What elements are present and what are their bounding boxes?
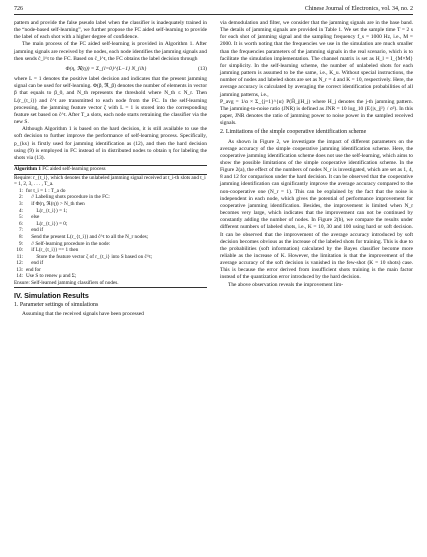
algorithm-line <box>14 208 207 215</box>
algorithm-line-number: 8: <box>18 233 23 240</box>
equation-number: (13) <box>197 65 207 72</box>
right-column <box>220 20 413 289</box>
paragraph: Assuming that the received signals have been processed <box>22 310 144 317</box>
algorithm-line <box>14 214 207 221</box>
algorithm-line-text: if L(r_{t_i}) == 1 then <box>26 247 79 254</box>
paragraph: where L = 1 denotes the positive label decision and indicates that the present jamming signal can be used for self-learning. Φ(β, ℜ_β) denotes the number of elements in vector β that equals to β_0, and N_th represents the threshold where N_th ≤ N_r. Then L(r_{t_i}) and ĉ^t are transmitted to each node from the FC. In the self-learning processing, the jamming feature vector ζ with L = 1 is stored into the corresponding feature set based on ĉ^t. After T_a slots, each node starts retraining the classifier via the new S. <box>14 76 208 126</box>
algorithm-line-number: 4: <box>18 207 23 214</box>
algorithm-line-text: if Φ(η, ℜ(η)) > N_th then <box>26 200 85 207</box>
paragraph: via demodulation and filter, we consider that the jamming signals are in the base band. The details of jamming signals are provided in Table 1. We set the sample time T = 2 s for each shot of jamming signal and the sampling frequency f_s = 1000 Hz, i.e., M = 2000. It is worth noting that the frequencies we use in the simulation are much smaller than the frequencies parameters of the jamming signals in the real scenario, which is to facilitate the simulation implementation. The channel matrix is set as H_l = I_{M×M} for simplicity. In the self-learning scheme, the number of unlabeled shots for each jamming pattern is assumed to be the same, i.e., K_u. Without special instructions, the number of nodes and labeled shots are set as N_r = 4 and K = 10, respectively. Here, the average accuracy is calculated by averaging the correct identification probabilities of all jamming patterns, i.e., <box>220 20 413 98</box>
journal-title: Chinese Journal of Electronics, vol. 34, no. 2 <box>304 6 413 12</box>
algorithm-line-number: 6: <box>18 220 23 227</box>
algorithm-line-text: end for <box>26 266 41 273</box>
algorithm-caption-label: Algorithm 1 <box>14 166 41 173</box>
subsection-heading: 1. Parameter settings of simulations <box>14 301 99 308</box>
algorithm-box <box>14 165 207 288</box>
paragraph: The main process of the FC aided self-learning is provided in Algorithm 1. After jamming signals are received by the nodes, each node identifies the jamming signals and then sends ĉ_l^t to the FC. Based on ĉ_l^t, the FC obtains the label decision through <box>14 41 207 62</box>
algorithm-line <box>14 234 207 241</box>
paragraph: The above observation reveals the improvement lim- <box>228 281 344 288</box>
algorithm-line-text: Use S to renew μ and Σ; <box>26 273 77 280</box>
algorithm-lines <box>14 188 207 280</box>
algorithm-line-text: Store the feature vector ζ of r_{t_i} into S based on ĉ^t; <box>26 253 153 260</box>
algorithm-line-number: 2: <box>18 194 23 201</box>
algorithm-line <box>14 188 207 195</box>
algorithm-line-number: 5: <box>18 214 23 221</box>
equation-13 <box>14 66 207 73</box>
algorithm-caption <box>14 166 207 175</box>
algorithm-caption-text: FC aided self-learning process <box>40 166 106 173</box>
page-number: 726 <box>14 6 23 12</box>
algorithm-line-text: for t_i = 1 : T_a do <box>26 187 66 194</box>
algorithm-line-text: else <box>26 214 40 221</box>
algorithm-line-number: 9: <box>18 240 23 247</box>
algorithm-line <box>14 194 207 201</box>
algorithm-line-text: end if <box>26 227 44 234</box>
subsection-heading: 2. Limitations of the simple cooperative identification scheme <box>220 129 367 136</box>
algorithm-line <box>14 267 207 274</box>
algorithm-line <box>14 201 207 208</box>
algorithm-line-number: 10: <box>16 247 23 254</box>
algorithm-line-text: // Labeling shots procedure in the FC: <box>26 194 110 201</box>
algorithm-line-number: 1: <box>18 187 23 194</box>
paragraph: P_avg = 1/α × Σ_{j=1}^{α} P(Ĥ_j|H_j) where H_j denotes the j-th jamming pattern. The jamming-to-noise ratio (JNR) is defined as JNR = 10 log_10 (E{|s_j|²} / σ²). In this paper, JNR denotes the ratio of jamming power to noise power in the sampled received signals. <box>220 98 413 127</box>
algorithm-require: Require: r_{t_i}, which denotes the unlabeled jamming signal received at t_i-th slots and t_i = 1, 2, 3, . . . , T_a. <box>14 174 206 188</box>
algorithm-line-number: 7: <box>18 227 23 234</box>
algorithm-line-number: 12: <box>16 260 23 267</box>
left-column <box>14 20 207 318</box>
algorithm-line-text: L(r_{t_i}) = 0; <box>26 220 68 227</box>
algorithm-line-text: Send the present L(r_{t_i}) and ĉ^t to all the N_r nodes; <box>26 233 149 240</box>
algorithm-line-text: // Self-learning procedure in the node: <box>26 240 111 247</box>
algorithm-ensure: Ensure: Self-learned jamming classifiers of nodes. <box>14 280 119 287</box>
algorithm-line-number: 3: <box>18 200 23 207</box>
algorithm-line <box>14 260 207 267</box>
paragraph: Although Algorithm 1 is based on the hard decision, it is still available to use the soft decision to further improve the performance of self-learning process. Specifically, p_{ks} is firstly used for jamming identification as (12), and then the hard decision using (9) is employed in FC instead of in distributed nodes to obtain η for labeling the shots via (13). <box>14 126 207 161</box>
algorithm-line-text: end if <box>26 260 44 267</box>
algorithm-line-text: L(r_{t_i}) = 1; <box>26 207 68 214</box>
equation-body: Φ(η, ℜ(η)) = Σ_{l=0}^{L−1} N_{ih} <box>65 65 147 72</box>
header-rule <box>14 14 413 15</box>
algorithm-line-number: 13: <box>16 266 23 273</box>
paragraph: pattern and provide the false pseudo label when the classifier is inadequately trained in the “node-based self-learning”, we further propose the FC aided self-learning to provide the label of each shot with a higher degree of confidence. <box>14 20 207 41</box>
algorithm-line-number: 14: <box>16 273 23 280</box>
section-heading: IV. Simulation Results <box>14 290 89 300</box>
algorithm-line-number: 11: <box>16 253 23 260</box>
algorithm-line <box>14 227 207 234</box>
algorithm-line <box>14 247 207 254</box>
paragraph: As shown in Figure 2, we investigate the impact of different parameters on the average accuracy of the simple cooperative jamming identification scheme. Here, the cooperative jamming identification scheme does not use the self-learning, which aims to show the possible limitations of the simple cooperative identification scheme. In the Figure 2(a), the effect of the numbers of nodes N_r is investigated, which are set as 1, 4, 8 and 12 for comparison under the hard decision. It can be observed that the cooperative jamming identification can significantly improve the average accuracy compared to the non-cooperative one (N_r = 1). This can be explained by the fact that the noise is independent in each node, which gives the potential of performance improvement for cooperative jamming identification. Besides, the improvement is limited when N_r becomes very large, which indicates that the improvement can not be continued by constantly adding the number of nodes. In Figure 2(b), we compare the results under different numbers of labeled shots, i.e., K = 10, 30 and 100 using hard or soft decision. It can be observed that the improvement of the average accuracy introduced by soft decision becomes obvious as the increase of the labeled shots for training. This is due to the probabilities (soft information) calculated by the Bayes classifier become more reliable as the increase of K. However, the limitation is that the improvement of the average accuracy of the soft decision is vanished in the few-shot (K = 10 shots) case. This is because the error derived from insufficient shots training is the main factor instead of the quantization error introduced by the hard decision. <box>220 138 413 281</box>
